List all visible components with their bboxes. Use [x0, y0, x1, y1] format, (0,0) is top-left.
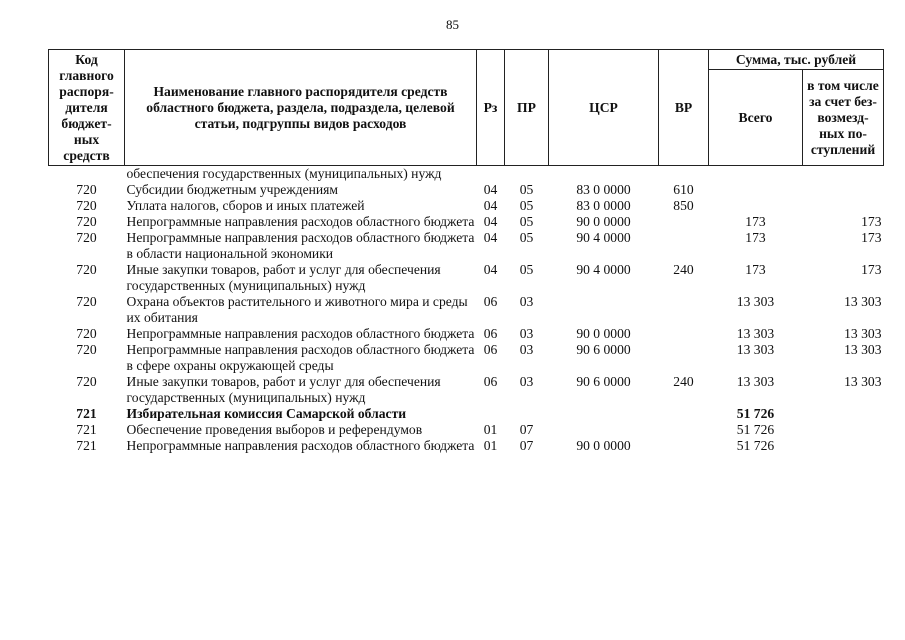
cell-pr: 07: [519, 438, 534, 453]
cell-name: Охрана объектов растительного и животного мира и среды их обитания: [126, 294, 468, 325]
header-total: Всего: [709, 70, 803, 166]
cell-bez: 13 303: [844, 294, 882, 309]
cell-total: 173: [745, 214, 766, 229]
cell-vr: [659, 406, 709, 422]
cell-csr: 83 0 0000: [576, 182, 631, 197]
cell-csr: [549, 406, 659, 422]
cell-csr: 90 4 0000: [576, 262, 631, 277]
cell-vr: 850: [673, 198, 694, 213]
cell-csr: 90 4 0000: [576, 230, 631, 245]
table-row: [49, 422, 884, 438]
cell-name: обеспечения государственных (муниципальных) нужд: [126, 166, 442, 181]
cell-code: 721: [76, 406, 97, 421]
cell-bez: 173: [861, 262, 882, 277]
cell-rz: 04: [483, 214, 498, 229]
cell-rz: 01: [483, 422, 498, 437]
cell-csr: 90 0 0000: [576, 438, 631, 453]
cell-pr: 05: [519, 262, 534, 277]
cell-code: 721: [76, 438, 97, 453]
cell-csr: [549, 166, 659, 183]
cell-vr: 240: [673, 374, 694, 389]
cell-pr: 03: [519, 326, 534, 341]
cell-total: 13 303: [736, 374, 775, 389]
cell-name: Уплата налогов, сборов и иных платежей: [126, 198, 365, 213]
cell-code: 720: [76, 342, 97, 357]
cell-rz: 06: [483, 326, 498, 341]
cell-csr: [549, 294, 659, 326]
cell-bez: 13 303: [844, 342, 882, 357]
cell-code: 720: [76, 214, 97, 229]
cell-csr: 90 6 0000: [576, 342, 631, 357]
cell-pr: 05: [519, 182, 534, 197]
cell-total: [709, 198, 803, 214]
header-name: Наименование главного распорядителя средств областного бюджета, раздела, подраздела, целевой статьи, подгруппы видов расходов: [125, 50, 477, 166]
cell-rz: 01: [483, 438, 498, 453]
cell-name: Иные закупки товаров, работ и услуг для обеспечения государственных (муниципальных) нужд: [126, 262, 441, 293]
cell-name: Иные закупки товаров, работ и услуг для обеспечения государственных (муниципальных) нужд: [126, 374, 441, 405]
cell-bez: [803, 182, 884, 198]
table-row: [49, 374, 884, 406]
cell-total: 51 726: [736, 438, 775, 453]
cell-bez: [803, 438, 884, 454]
table-header: [49, 50, 884, 166]
cell-pr: 05: [519, 230, 534, 245]
table-row: [49, 326, 884, 342]
table-row: [49, 182, 884, 198]
cell-code: 720: [76, 182, 97, 197]
table-row: [49, 294, 884, 326]
cell-code: [49, 166, 125, 183]
cell-rz: 06: [483, 342, 498, 357]
cell-vr: [659, 214, 709, 230]
cell-total: [709, 182, 803, 198]
cell-total: [709, 166, 803, 183]
header-rz: Рз: [477, 50, 505, 166]
cell-csr: 83 0 0000: [576, 198, 631, 213]
cell-pr: 03: [519, 342, 534, 357]
table-row: [49, 438, 884, 454]
header-vr: ВР: [659, 50, 709, 166]
cell-bez: [803, 166, 884, 183]
cell-vr: [659, 166, 709, 183]
cell-csr: 90 6 0000: [576, 374, 631, 389]
cell-rz: [477, 406, 505, 422]
cell-bez: [803, 406, 884, 422]
cell-rz: 06: [483, 374, 498, 389]
cell-name: Непрограммные направления расходов областного бюджета в сфере охраны окружающей среды: [126, 342, 475, 373]
cell-pr: 03: [519, 294, 534, 309]
cell-name: Непрограммные направления расходов областного бюджета: [126, 438, 475, 453]
cell-name: Непрограммные направления расходов областного бюджета: [126, 326, 475, 341]
cell-name: Субсидии бюджетным учреждениям: [126, 182, 339, 197]
cell-pr: 03: [519, 374, 534, 389]
header-bez: в том числе за счет без-возмезд-ных по-ступлений: [803, 70, 884, 166]
cell-bez: 13 303: [844, 326, 882, 341]
cell-code: 720: [76, 262, 97, 277]
cell-code: 720: [76, 294, 97, 309]
cell-rz: 04: [483, 198, 498, 213]
page-number: 85: [446, 17, 459, 32]
cell-code: 720: [76, 374, 97, 389]
cell-pr: 05: [519, 214, 534, 229]
table-row: [49, 262, 884, 294]
cell-name: Непрограммные направления расходов областного бюджета: [126, 214, 475, 229]
cell-vr: 610: [673, 182, 694, 197]
cell-bez: [803, 422, 884, 438]
cell-vr: [659, 326, 709, 342]
header-csr: ЦСР: [549, 50, 659, 166]
table-row: [49, 406, 884, 422]
cell-bez: 13 303: [844, 374, 882, 389]
cell-rz: [477, 166, 505, 183]
cell-total: 51 726: [736, 422, 775, 437]
cell-vr: [659, 230, 709, 262]
table-row: [49, 342, 884, 374]
cell-bez: [803, 198, 884, 214]
header-sum: Сумма, тыс. рублей: [709, 50, 884, 70]
cell-code: 720: [76, 326, 97, 341]
cell-bez: 173: [861, 214, 882, 229]
cell-rz: 06: [483, 294, 498, 309]
cell-bez: 173: [861, 230, 882, 245]
cell-vr: [659, 294, 709, 326]
cell-name: Обеспечение проведения выборов и референдумов: [126, 422, 423, 437]
cell-total: 173: [745, 262, 766, 277]
cell-vr: [659, 438, 709, 454]
cell-total: 51 726: [736, 406, 775, 421]
cell-pr: 07: [519, 422, 534, 437]
header-pr: ПР: [505, 50, 549, 166]
cell-total: 13 303: [736, 294, 775, 309]
cell-vr: [659, 422, 709, 438]
cell-pr: [505, 406, 549, 422]
cell-total: 13 303: [736, 342, 775, 357]
table-row: [49, 230, 884, 262]
cell-code: 721: [76, 422, 97, 437]
cell-code: 720: [76, 198, 97, 213]
cell-csr: [549, 422, 659, 438]
table-row: [49, 214, 884, 230]
cell-pr: [505, 166, 549, 183]
table-row: [49, 166, 884, 183]
cell-pr: 05: [519, 198, 534, 213]
cell-rz: 04: [483, 262, 498, 277]
header-code: Код главного распоря-дителя бюджет-ных средств: [49, 50, 125, 166]
budget-table: [48, 49, 884, 454]
cell-name: Непрограммные направления расходов областного бюджета в области национальной экономики: [126, 230, 475, 261]
table-body: [49, 166, 884, 455]
cell-csr: 90 0 0000: [576, 326, 631, 341]
cell-rz: 04: [483, 182, 498, 197]
cell-name: Избирательная комиссия Самарской области: [126, 406, 407, 421]
cell-csr: 90 0 0000: [576, 214, 631, 229]
table-row: [49, 198, 884, 214]
cell-vr: [659, 342, 709, 374]
cell-total: 13 303: [736, 326, 775, 341]
cell-total: 173: [745, 230, 766, 245]
cell-vr: 240: [673, 262, 694, 277]
cell-code: 720: [76, 230, 97, 245]
cell-rz: 04: [483, 230, 498, 245]
